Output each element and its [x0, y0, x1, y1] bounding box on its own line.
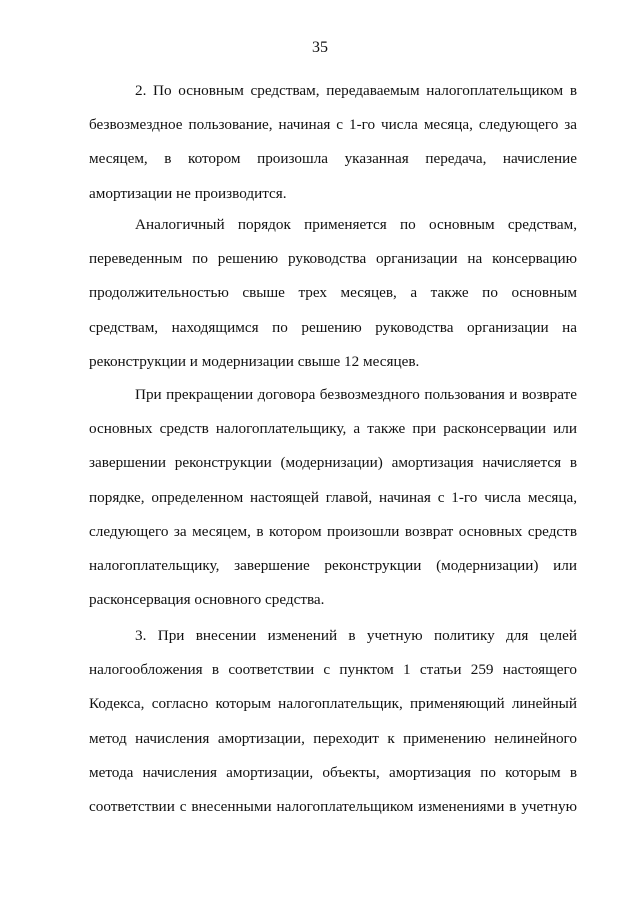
paragraph-contract-termination: При прекращении договора безвозмездного пользования и возврате основных средств налогоплательщику, а также при расконсервации или завершении реконструкции (модернизации) амортизация начисляется в порядке, определенном настоящей главой, начиная с 1-го числа месяца, следующего за месяцем, в котором произошли возврат основных средств налогоплательщику, завершение реконструкции (модернизации) или расконсервация основного средства. [89, 386, 577, 609]
paragraph-item-2: 2. По основным средствам, передаваемым налогоплательщиком в безвозмездное пользование, начиная с 1-го числа месяца, следующего за месяцем, в котором произошла указанная передача, начисление амортизации не производится. [89, 82, 577, 202]
page-number: 35 [312, 39, 328, 56]
paragraph-item-3: 3. При внесении изменений в учетную политику для целей налогообложения в соответствии с пунктом 1 статьи 259 настоящего Кодекса, согласно которым налогоплательщик, применяющий линейный метод начисления амортизации, переходит к применению нелинейного метода начисления амортизации, объекты, амортизация по которым в соответствии с внесенными налогоплательщиком изменениями в учетную [89, 627, 577, 816]
paragraph-similar-procedure: Аналогичный порядок применяется по основным средствам, переведенным по решению руководства организации на консервацию продолжительностью свыше трех месяцев, а также по основным средствам, находящимся по решению руководства организации на реконструкции и модернизации свыше 12 месяцев. [89, 216, 577, 370]
